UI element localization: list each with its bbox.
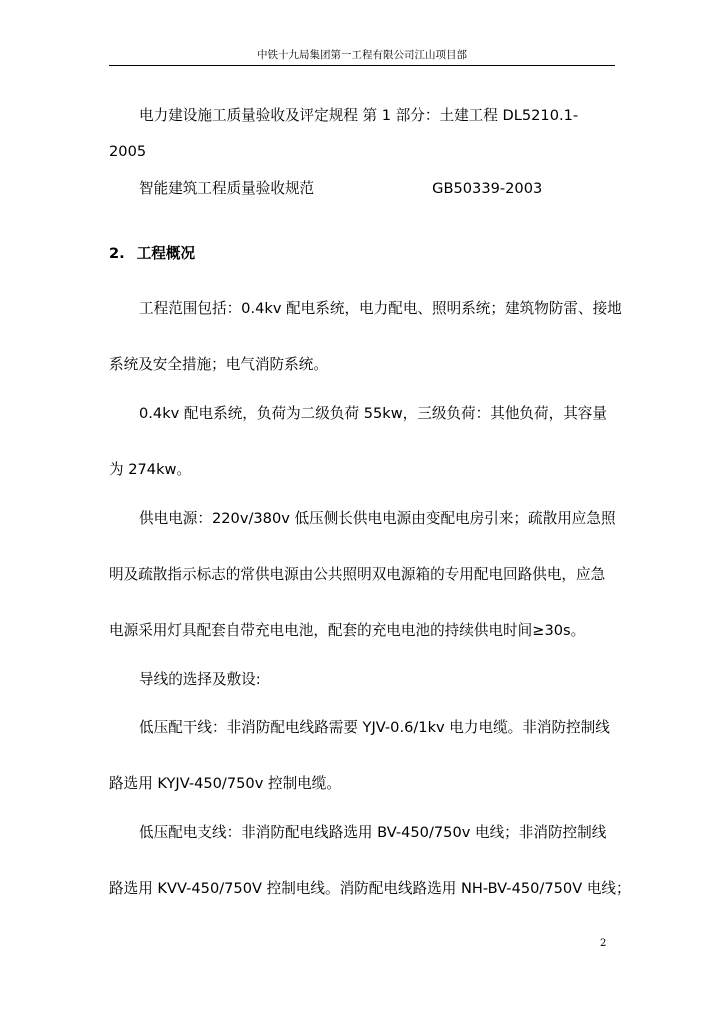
paragraph-line: 低压配干线：非消防配电线路需要 YJV-0.6/1kv 电力电缆。非消防控制线 bbox=[139, 719, 610, 736]
section-heading bbox=[109, 244, 619, 264]
paragraph-line: 电力建设施工质量验收及评定规程 第 1 部分：土建工程 DL5210.1- bbox=[139, 107, 579, 124]
paragraph-line: 导线的选择及敷设: bbox=[139, 671, 261, 688]
paragraph-line: 2005 bbox=[109, 143, 147, 160]
header-divider bbox=[109, 65, 615, 66]
paragraph-line: 0.4kv 配电系统，负荷为二级负荷 55kw，三级负荷：其他负荷，其容量 bbox=[139, 405, 607, 422]
paragraph-line: 路选用 KVV-450/750V 控制电线。消防配电线路选用 NH-BV-450/750V 电线； bbox=[109, 880, 631, 897]
paragraph-line: 为 274kw。 bbox=[109, 461, 192, 478]
paragraph-line: 供电电源：220v/380v 低压侧长供电电源由变配电房引来；疏散用应急照 bbox=[139, 510, 616, 527]
paragraph-line: 明及疏散指示标志的常供电源由公共照明双电源箱的专用配电回路供电，应急 bbox=[109, 566, 606, 583]
page-header: 中铁十九局集团第一工程有限公司江山项目部 bbox=[257, 49, 467, 61]
section-title: 工程概况 bbox=[136, 245, 196, 262]
standard-entry bbox=[109, 179, 649, 199]
paragraph-line: 路选用 KYJV-450/750v 控制电缆。 bbox=[109, 775, 341, 792]
page-number: 2 bbox=[600, 938, 607, 949]
section-number: 2. bbox=[109, 245, 125, 262]
paragraph-line: 电源采用灯具配套自带充电电池，配套的充电电池的持续供电时间≥30s。 bbox=[109, 622, 586, 639]
standard-code: GB50339-2003 bbox=[432, 180, 543, 197]
paragraph-line: 低压配电支线：非消防配电线路选用 BV-450/750v 电线；非消防控制线 bbox=[139, 824, 607, 841]
paragraph-line: 工程范围包括：0.4kv 配电系统，电力配电、照明系统；建筑物防雷、接地 bbox=[139, 300, 622, 317]
standard-name: 智能建筑工程质量验收规范 bbox=[139, 180, 315, 197]
paragraph-line: 系统及安全措施；电气消防系统。 bbox=[109, 356, 328, 373]
